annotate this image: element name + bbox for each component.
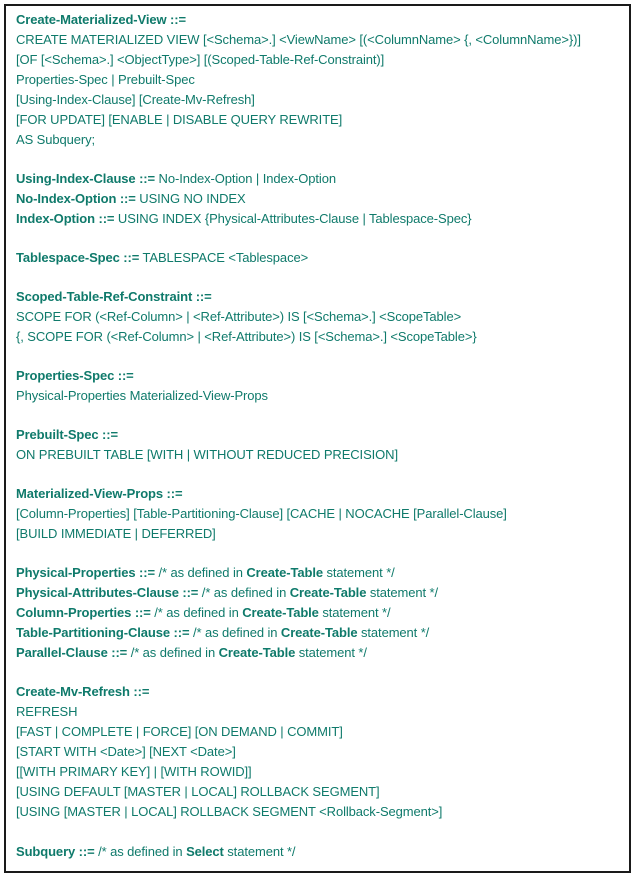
physical-attributes-rule: Physical-Attributes-Clause ::= /* as defined in Create-Table statement */ <box>16 585 439 600</box>
mv-props-heading: Materialized-View-Props ::= <box>16 486 183 501</box>
scoped-line: {, SCOPE FOR (<Ref-Column> | <Ref-Attribute>) IS [<Schema>.] <ScopeTable>} <box>16 329 477 344</box>
index-option-rule: Index-Option ::= USING INDEX {Physical-Attributes-Clause | Tablespace-Spec} <box>16 211 472 226</box>
create-mv-line: Properties-Spec | Prebuilt-Spec <box>16 72 195 87</box>
table-partitioning-rule: Table-Partitioning-Clause ::= /* as defined in Create-Table statement */ <box>16 625 430 640</box>
create-mv-heading: Create-Materialized-View ::= <box>16 12 186 27</box>
grammar-content <box>16 10 628 862</box>
create-mv-line: AS Subquery; <box>16 132 96 147</box>
column-properties-rule: Column-Properties ::= /* as defined in Create-Table statement */ <box>16 605 391 620</box>
mv-refresh-line: [USING DEFAULT [MASTER | LOCAL] ROLLBACK SEGMENT] <box>16 784 380 799</box>
prebuilt-spec-line: ON PREBUILT TABLE [WITH | WITHOUT REDUCED PRECISION] <box>16 447 398 462</box>
physical-properties-rule: Physical-Properties ::= /* as defined in Create-Table statement */ <box>16 565 395 580</box>
create-mv-line: [Using-Index-Clause] [Create-Mv-Refresh] <box>16 92 255 107</box>
mv-props-line: [BUILD IMMEDIATE | DEFERRED] <box>16 526 216 541</box>
mv-refresh-heading: Create-Mv-Refresh ::= <box>16 684 150 699</box>
create-mv-line: CREATE MATERIALIZED VIEW [<Schema>.] <ViewName> [(<ColumnName> {, <ColumnName>})] <box>16 32 581 47</box>
properties-spec-heading: Properties-Spec ::= <box>16 368 134 383</box>
create-mv-line: [FOR UPDATE] [ENABLE | DISABLE QUERY REWRITE] <box>16 112 343 127</box>
mv-refresh-line: [FAST | COMPLETE | FORCE] [ON DEMAND | COMMIT] <box>16 724 343 739</box>
mv-refresh-line: [[WITH PRIMARY KEY] | [WITH ROWID]] <box>16 764 252 779</box>
mv-props-line: [Column-Properties] [Table-Partitioning-Clause] [CACHE | NOCACHE [Parallel-Clause] <box>16 506 507 521</box>
create-mv-line: [OF [<Schema>.] <ObjectType>] [(Scoped-Table-Ref-Constraint)] <box>16 52 385 67</box>
mv-refresh-line: [START WITH <Date>] [NEXT <Date>] <box>16 744 236 759</box>
using-index-clause-rule: Using-Index-Clause ::= No-Index-Option | Index-Option <box>16 171 336 186</box>
properties-spec-line: Physical-Properties Materialized-View-Props <box>16 388 268 403</box>
scoped-heading: Scoped-Table-Ref-Constraint ::= <box>16 289 212 304</box>
subquery-rule: Subquery ::= /* as defined in Select statement */ <box>16 844 296 859</box>
parallel-clause-rule: Parallel-Clause ::= /* as defined in Create-Table statement */ <box>16 645 367 660</box>
mv-refresh-line: REFRESH <box>16 704 78 719</box>
no-index-option-rule: No-Index-Option ::= USING NO INDEX <box>16 191 246 206</box>
tablespace-spec-rule: Tablespace-Spec ::= TABLESPACE <Tablespace> <box>16 250 309 265</box>
prebuilt-spec-heading: Prebuilt-Spec ::= <box>16 427 118 442</box>
scoped-line: SCOPE FOR (<Ref-Column> | <Ref-Attribute>) IS [<Schema>.] <ScopeTable> <box>16 309 462 324</box>
mv-refresh-line: [USING [MASTER | LOCAL] ROLLBACK SEGMENT <Rollback-Segment>] <box>16 804 443 819</box>
